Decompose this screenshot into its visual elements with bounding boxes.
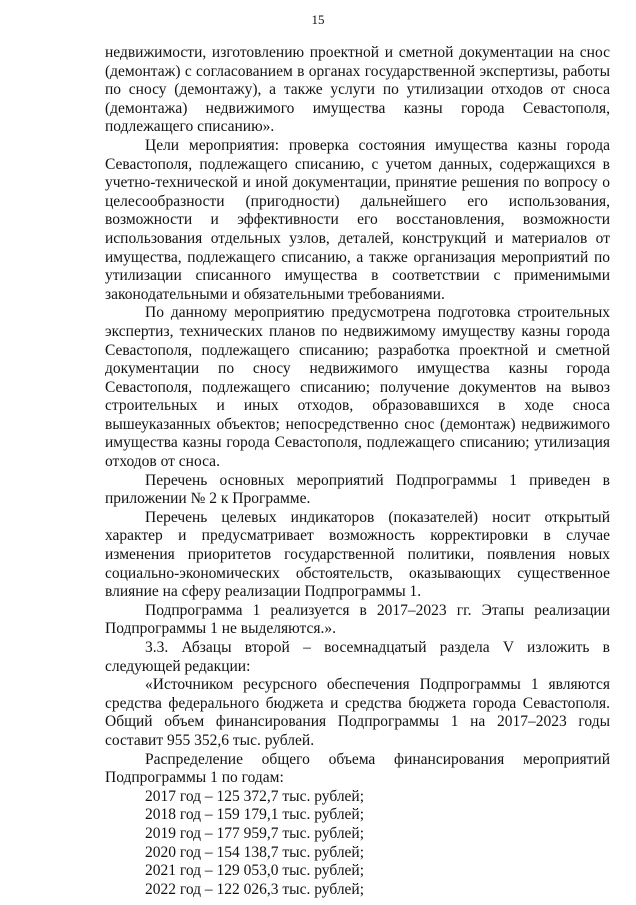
paragraph-3: По данному мероприятию предусмотрена подготовка строительных экспертиз, технических планов по недвижимому имуществу казны города Севастополя, подлежащего списанию; разработка проектной и сметной документации по сносу недвижимого имущества казны города Севастополя, подлежащего списанию; получение документов на вывоз строительных и иных отходов, образовавшихся в ходе сноса вышеуказанных объектов; непосредственно снос (демонтаж) недвижимого имущества казны города Севастополя, подлежащего списанию; утилизация отходов от сноса.	[105, 304, 610, 471]
page-number: 15	[311, 12, 325, 27]
funding-by-year-list	[105, 788, 610, 900]
paragraph-5: Перечень целевых индикаторов (показателей) носит открытый характер и предусматривает возможность корректировки в случае изменения приоритетов государственной политики, появления новых социально-экономических обстоятельств, оказывающих существенное влияние на сферу реализации Подпрограммы 1.	[105, 508, 610, 601]
document-body	[105, 44, 610, 899]
paragraph-9: Распределение общего объема финансирования мероприятий Подпрограммы 1 по годам:	[105, 750, 610, 787]
paragraph-7: 3.3. Абзацы второй – восемнадцатый раздела V изложить в следующей редакции:	[105, 639, 610, 675]
paragraph-4: Перечень основных мероприятий Подпрограммы 1 приведен в приложении № 2 к Программе.	[105, 471, 610, 508]
list-item: 2019 год – 177 959,7 тыс. рублей;	[145, 824, 365, 842]
list-item: 2020 год – 154 138,7 тыс. рублей;	[145, 843, 365, 861]
list-item: 2018 год – 159 179,1 тыс. рублей;	[145, 806, 365, 824]
paragraph-1: недвижимости, изготовлению проектной и сметной документации на снос (демонтаж) с согласованием в органах государственной экспертизы, работы по сносу (демонтажу), а также услуги по утилизации отходов от сноса (демонтажа) недвижимого имущества казны города Севастополя, подлежащего списанию».	[105, 44, 610, 136]
paragraph-6: Подпрограмма 1 реализуется в 2017–2023 гг. Этапы реализации Подпрограммы 1 не выделяются.».	[105, 601, 610, 638]
list-item: 2021 год – 129 053,0 тыс. рублей;	[145, 862, 365, 880]
paragraph-2: Цели мероприятия: проверка состояния имущества казны города Севастополя, подлежащего списанию, с учетом данных, содержащихся в учетно-технической и иной документации, принятие решения по вопросу о целесообразности (пригодности) дальнейшего его использования, возможности и эффективности его восстановления, возможности использования отдельных узлов, деталей, конструкций и материалов от имущества, подлежащего списанию, а также организация мероприятий по утилизации списанного имущества в соответствии с применимыми законодательными и обязательными требованиями.	[105, 136, 610, 303]
list-item: 2022 год – 122 026,3 тыс. рублей;	[145, 880, 365, 898]
paragraph-8: «Источником ресурсного обеспечения Подпрограммы 1 являются средства федерального бюджета и средства бюджета города Севастополя. Общий объем финансирования Подпрограммы 1 на 2017–2023 годы составит 955 352,6 тыс. рублей.	[105, 676, 610, 749]
list-item: 2017 год – 125 372,7 тыс. рублей;	[145, 787, 365, 805]
